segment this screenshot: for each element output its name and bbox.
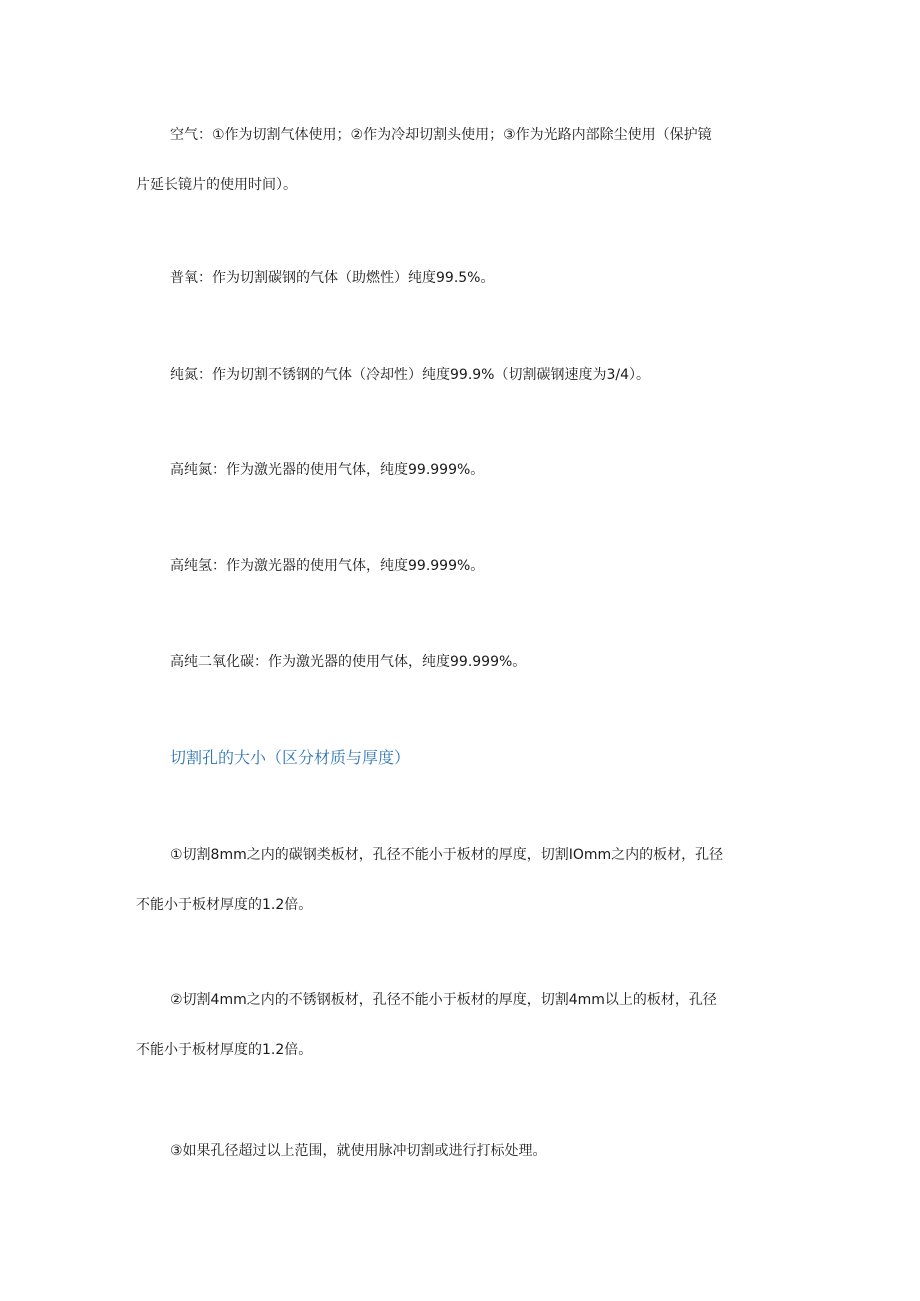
paragraph-line: ①切割8mm之内的碳钢类板材，孔径不能小于板材的厚度，切割IOmm之内的板材，孔径 [170, 847, 724, 863]
paragraph-line: 空气：①作为切割气体使用；②作为冷却切割头使用；③作为光路内部除尘使用（保护镜 [170, 127, 712, 143]
paragraph-oxygen [136, 271, 786, 287]
paragraph-nitrogen [136, 368, 786, 384]
rule-carbon-steel [136, 847, 786, 913]
section-heading: 切割孔的大小（区分材质与厚度） [170, 748, 411, 767]
paragraph-line: ③如果孔径超过以上范围，就使用脉冲切割或进行打标处理。 [170, 1143, 547, 1159]
paragraph-line: 不能小于板材厚度的1.2倍。 [136, 897, 313, 913]
paragraph-line: 普氧：作为切割碳钢的气体（助燃性）纯度99.5%。 [170, 270, 495, 286]
rule-stainless-steel [136, 992, 786, 1058]
paragraph-line: 纯氮：作为切割不锈钢的气体（冷却性）纯度99.9%（切割碳钢速度为3/4）。 [170, 367, 651, 383]
paragraph-line: 不能小于板材厚度的1.2倍。 [136, 1042, 313, 1058]
paragraph-high-purity-co2 [136, 655, 786, 671]
paragraph-high-purity-nitrogen [136, 463, 786, 479]
paragraph-line: 片延长镜片的使用时间）。 [136, 177, 297, 193]
paragraph-air [136, 127, 786, 193]
paragraph-line: 高纯氢：作为激光器的使用气体，纯度99.999%。 [170, 558, 485, 574]
paragraph-line: 高纯氮：作为激光器的使用气体，纯度99.999%。 [170, 462, 485, 478]
paragraph-line: ②切割4mm之内的不锈钢板材，孔径不能小于板材的厚度，切割4mm以上的板材，孔径 [170, 992, 717, 1008]
paragraph-line: 高纯二氧化碳：作为激光器的使用气体，纯度99.999%。 [170, 654, 527, 670]
rule-pulse-cutting [136, 1144, 786, 1160]
paragraph-high-purity-hydrogen [136, 559, 786, 575]
